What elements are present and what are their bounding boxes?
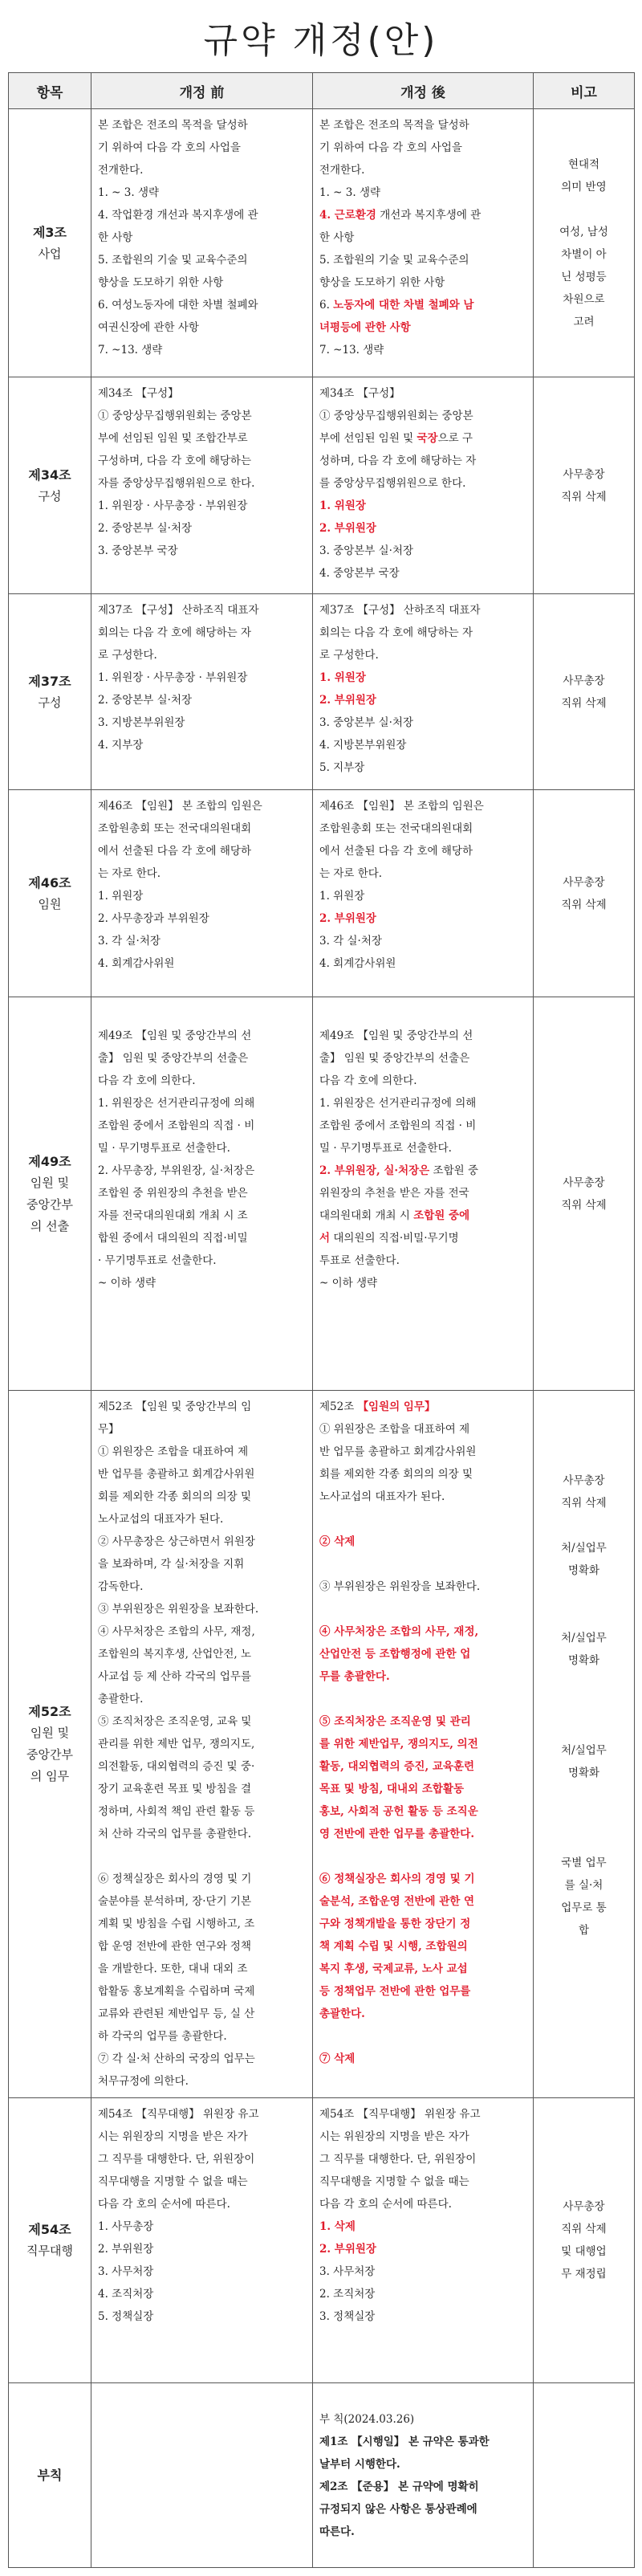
before-cell: 제49조 【임원 및 중앙간부의 선 출】 임원 및 중앙간부의 선출은 다음 각 호에 의한다. 1. 위원장은 선거관리규정에 의해 조합원 중에서 조합원의 직접 · 비 밀 · 무기명투표로 선출한다. 2. 사무총장, 부위원장, 실·처장은 조합원 중 위원장의 추천을 받은 자를 전국대의원대회 개최 시 조 합원 중에서 대의원의 직접·비밀 · 무기명투표로 선출한다. ~ 이하 생략 — [91, 997, 313, 1391]
note-cell — [534, 2383, 635, 2568]
table-row — [9, 997, 635, 1391]
before-cell: 제37조 【구성】 산하조직 대표자 회의는 다음 각 호에 해당하는 자 로 구성한다. 1. 위원장 · 사무총장 · 부위원장 2. 중앙본부 실·처장 3. 지방본부위원장 4. 지부장 — [91, 594, 313, 790]
note-cell: 사무총장 직위 삭제 — [534, 790, 635, 997]
table-row — [9, 109, 635, 377]
before-cell — [91, 2383, 313, 2568]
before-cell: 제34조 【구성】 ① 중앙상무집행위원회는 중앙본 부에 선임된 임원 및 조합간부로 구성하며, 다음 각 호에 해당하는 자를 중앙상무집행위원으로 한다. 1. 위원장 · 사무총장 · 부위원장 2. 중앙본부 실·처장 3. 중앙본부 국장 — [91, 377, 313, 594]
table-row — [9, 2098, 635, 2383]
table-row — [9, 2383, 635, 2568]
table-row — [9, 377, 635, 594]
header-note: 비고 — [534, 73, 635, 109]
table-header-row — [9, 73, 635, 109]
row-head: 제3조 사업 — [9, 109, 91, 377]
header-before: 개정 前 — [91, 73, 313, 109]
after-cell: 제54조 【직무대행】 위원장 유고 시는 위원장의 지명을 받은 자가 그 직무를 대행한다. 단, 위원장이 직무대행을 지명할 수 없을 때는 다음 각 호의 순서에 따른다. 1. 삭제 2. 부위원장 3. 사무처장 2. 조직처장 3. 정책실장 — [313, 2098, 534, 2383]
note-cell: 사무총장 직위 삭제 — [534, 594, 635, 790]
note-cell: 사무총장 직위 삭제 — [534, 377, 635, 594]
row-head: 부칙 — [9, 2383, 91, 2568]
table-row — [9, 1391, 635, 2098]
after-cell: 제34조 【구성】 ① 중앙상무집행위원회는 중앙본 부에 선임된 임원 및 국장으로 구 성하며, 다음 각 호에 해당하는 자 를 중앙상무집행위원으로 한다. 1. 위원장 2. 부위원장 3. 중앙본부 실·처장 4. 중앙본부 국장 — [313, 377, 534, 594]
note-cell: 사무총장 직위 삭제 — [534, 997, 635, 1391]
table-row — [9, 594, 635, 790]
row-head: 제52조 임원 및 중앙간부 의 임무 — [9, 1391, 91, 2098]
after-cell: 부 칙(2024.03.26) 제1조 【시행일】 본 규약은 통과한 날부터 시행한다. 제2조 【준용】 본 규약에 명확히 규정되지 않은 사항은 통상관례에 따른다. — [313, 2383, 534, 2568]
header-after: 개정 後 — [313, 73, 534, 109]
table-row — [9, 790, 635, 997]
before-cell: 제52조 【임원 및 중앙간부의 임 무】 ① 위원장은 조합을 대표하여 제 반 업무를 총괄하고 회계감사위원 회를 제외한 각종 회의의 의장 및 노사교섭의 대표자가 된다. ② 사무총장은 상근하면서 위원장 을 보좌하며, 각 실·처장을 지휘 감독한다. ③ 부위원장은 위원장을 보좌한다. ④ 사무처장은 조합의 사무, 재정, 조합원의 복지후생, 산업안전, 노 사교섭 등 제 산하 각국의 업무를 총괄한다. ⑤ 조직처장은 조직운영, 교육 및 관리를 위한 제반 업무, 쟁의지도, 의전활동, 대외협력의 증진 및 중· 장기 교육훈련 목표 및 방침을 결 정하며, 사회적 책임 관련 활동 등 처 산하 각국의 업무를 총괄한다. ⑥ 정책실장은 회사의 경영 및 기 술분야를 분석하며, 장·단기 기본 계획 및 방침을 수립 시행하고, 조 합 운영 전반에 관한 연구와 정책 을 개발한다. 또한, 대내 대외 조 합활동 홍보계획을 수립하며 국제 교류와 관련된 제반업무 등, 실 산 하 각국의 업무를 총괄한다. ⑦ 각 실·처 산하의 국장의 업무는 처무규정에 의한다. — [91, 1391, 313, 2098]
row-head: 제46조 임원 — [9, 790, 91, 997]
row-head: 제49조 임원 및 중앙간부 의 선출 — [9, 997, 91, 1391]
before-cell: 제46조 【임원】 본 조합의 임원은 조합원총회 또는 전국대의원대회 에서 선출된 다음 각 호에 해당하 는 자로 한다. 1. 위원장 2. 사무총장과 부위원장 3. 각 실·처장 4. 회계감사위원 — [91, 790, 313, 997]
after-cell: 본 조합은 전조의 목적을 달성하 기 위하여 다음 각 호의 사업을 전개한다. 1. ~ 3. 생략 4. 근로환경 개선과 복지후생에 관 한 사항 5. 조합원의 기술 및 교육수준의 향상을 도모하기 위한 사항 6. 노동자에 대한 차별 철폐와 남 녀평등에 관한 사항 7. ~13. 생략 — [313, 109, 534, 377]
before-cell: 본 조합은 전조의 목적을 달성하 기 위하여 다음 각 호의 사업을 전개한다. 1. ~ 3. 생략 4. 작업환경 개선과 복지후생에 관 한 사항 5. 조합원의 기술 및 교육수준의 향상을 도모하기 위한 사항 6. 여성노동자에 대한 차별 철폐와 여권신장에 관한 사항 7. ~13. 생략 — [91, 109, 313, 377]
row-head: 제37조 구성 — [9, 594, 91, 790]
note-cell: 사무총장 직위 삭제 및 대행업 무 재정립 — [534, 2098, 635, 2383]
row-head: 제34조 구성 — [9, 377, 91, 594]
after-cell: 제49조 【임원 및 중앙간부의 선 출】 임원 및 중앙간부의 선출은 다음 각 호에 의한다. 1. 위원장은 선거관리규정에 의해 조합원 중에서 조합원의 직접 · 비 밀 · 무기명투표로 선출한다. 2. 부위원장, 실·처장은 조합원 중 위원장의 추천을 받은 자를 전국 대의원대회 개최 시 조합원 중에 서 대의원의 직접·비밀·무기명 투표로 선출한다. ~ 이하 생략 — [313, 997, 534, 1391]
before-cell: 제54조 【직무대행】 위원장 유고 시는 위원장의 지명을 받은 자가 그 직무를 대행한다. 단, 위원장이 직무대행을 지명할 수 없을 때는 다음 각 호의 순서에 따른다. 1. 사무총장 2. 부위원장 3. 사무처장 4. 조직처장 5. 정책실장 — [91, 2098, 313, 2383]
amendment-table — [8, 72, 635, 2568]
note-cell: 현대적 의미 반영 여성, 남성 차별이 아 닌 성평등 차원으로 고려 — [534, 109, 635, 377]
after-cell: 제46조 【임원】 본 조합의 임원은 조합원총회 또는 전국대의원대회 에서 선출된 다음 각 호에 해당하 는 자로 한다. 1. 위원장 2. 부위원장 3. 각 실·처장 4. 회계감사위원 — [313, 790, 534, 997]
row-head: 제54조 직무대행 — [9, 2098, 91, 2383]
after-cell: 제52조 【임원의 임무】 ① 위원장은 조합을 대표하여 제 반 업무를 총괄하고 회계감사위원 회를 제외한 각종 회의의 의장 및 노사교섭의 대표자가 된다. ② 삭제 ③ 부위원장은 위원장을 보좌한다. ④ 사무처장은 조합의 사무, 재정, 산업안전 등 조합행정에 관한 업 무를 총괄한다. ⑤ 조직처장은 조직운영 및 관리 를 위한 제반업무, 쟁의지도, 의전 활동, 대외협력의 증진, 교육훈련 목표 및 방침, 대내외 조합활동 홍보, 사회적 공헌 활동 등 조직운 영 전반에 관한 업무를 총괄한다. ⑥ 정책실장은 회사의 경영 및 기 술분석, 조합운영 전반에 관한 연 구와 정책개발을 통한 장단기 정 책 계획 수립 및 시행, 조합원의 복지 후생, 국제교류, 노사 교섭 등 정책업무 전반에 관한 업무를 총괄한다. ⑦ 삭제 — [313, 1391, 534, 2098]
header-item: 항목 — [9, 73, 91, 109]
page-title: 규약 개정(안) — [203, 20, 439, 61]
after-cell: 제37조 【구성】 산하조직 대표자 회의는 다음 각 호에 해당하는 자 로 구성한다. 1. 위원장 2. 부위원장 3. 중앙본부 실·처장 4. 지방본부위원장 5. 지부장 — [313, 594, 534, 790]
note-cell: 사무총장 직위 삭제 처/실업무 명확화 처/실업무 명확화 처/실업무 명확화 국별 업무 를 실·처 업무로 통 합 — [534, 1391, 635, 2098]
